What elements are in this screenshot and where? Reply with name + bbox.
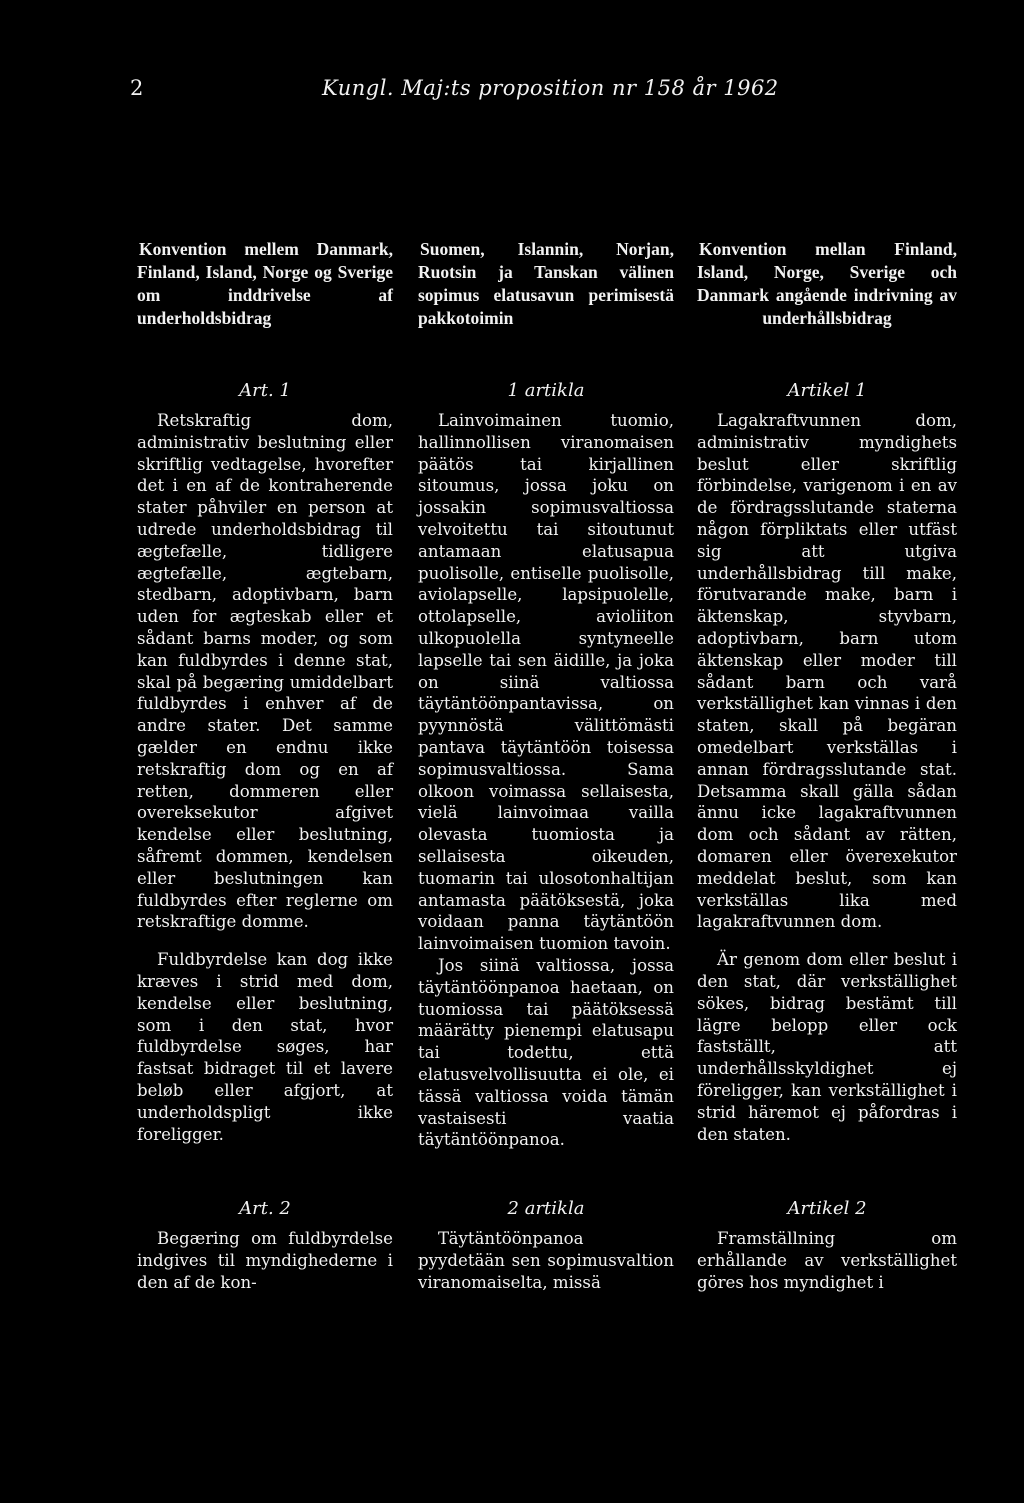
article-1-paragraph: Retskraftig dom, administrativ beslutning eller skriftlig vedtagelse, hvorefter det i en af de kontraherende stater påhviler en person at udrede underholdsbidrag til ægtefælle, tidligere ægtefælle, ægtebarn, stedbarn, adoptivbarn, barn uden for ægteskab eller et sådant barns moder, og som kan fuldbyrdes i denne stat, skal på begæring umiddelbart fuldbyrdes i enhver af de andre stater. Det samme gælder en endnu ikke retskraftig dom og en af retten, dommeren eller overeksekutor afgivet kendelse eller beslutning, såfremt dommen, kendelsen eller beslutningen kan fuldbyrdes efter reglerne om retskraftige domme. — [137, 411, 393, 932]
article-1-paragraph: Jos siinä valtiossa, jossa täytäntöönpanoa haetaan, on tuomiossa tai päätöksessä määrätty pienempi elatusapu tai todettu, että elatusvelvollisuutta ei ole, ei tässä valtiossa voida tämän vastaisesti vaatia täytäntöönpanoa. — [418, 955, 674, 1150]
article-1-paragraph: Fuldbyrdelse kan dog ikke kræves i strid med dom, kendelse eller beslutning, som i den stat, hvor fuldbyrdelse søges, har fastsat bidraget til et lavere beløb eller afgjort, at underholdspligt ikke foreligger. — [137, 950, 393, 1144]
article-1-body — [697, 410, 957, 1180]
article-2-heading: 2 artikla — [507, 1198, 585, 1219]
article-1-heading: 1 artikla — [507, 380, 585, 401]
article-2-paragraph: Begæring om fuldbyrdelse indgives til myndighederne i den af de kon- — [137, 1229, 393, 1292]
article-1-heading: Artikel 1 — [787, 380, 867, 401]
article-2-heading: Artikel 2 — [787, 1198, 867, 1219]
article-2-paragraph: Täytäntöönpanoa pyydetään sen sopimusvaltion viranomaiselta, missä — [418, 1229, 674, 1292]
column-finnish — [418, 238, 674, 1293]
running-header — [0, 76, 1024, 106]
article-1-paragraph: Lagakraftvunnen dom, administrativ myndighets beslut eller skriftlig förbindelse, varigenom i en av de fördragsslutande staterna någon förpliktats eller utfäst sig att utgiva underhållsbidrag till make, förutvarande make, barn i äktenskap, styvbarn, adoptivbarn, barn utom äktenskap eller moder till sådant barn och varå verkställighet kan vinnas i den staten, skall på begäran omedelbart verkställas i annan fördragsslutande stat. Detsamma skall gälla sådan ännu icke lagakraftvunnen dom och sådant av rätten, domaren eller överexekutor meddelat beslut, som kan verkställas lika med lagakraftvunnen dom. — [697, 411, 957, 932]
column-danish — [137, 238, 393, 1293]
article-2-heading: Art. 2 — [239, 1198, 291, 1219]
article-1-heading: Art. 1 — [239, 380, 291, 401]
convention-title-swedish: Konvention mellan Finland, Island, Norge, Sverige och Danmark angående indrivning av underhållsbidrag — [697, 239, 957, 328]
article-1-body — [418, 410, 674, 1180]
convention-title-danish: Konvention mellem Danmark, Finland, Island, Norge og Sverige om inddrivelse af underholdsbidrag — [137, 239, 393, 328]
article-1-body — [137, 410, 393, 1180]
article-2-paragraph: Framställning om erhållande av verkställighet göres hos myndighet i — [697, 1229, 957, 1292]
article-1-paragraph: Lainvoimainen tuomio, hallinnollisen viranomaisen päätös tai kirjallinen sitoumus, jossa joku on jossakin sopimusvaltiossa velvoitettu tai sitoutunut antamaan elatusapua puolisolle, entiselle puolisolle, aviolapselle, lapsipuolelle, ottolapselle, avioliiton ulkopuolella syntyneelle lapselle tai sen äidille, ja joka on siinä valtiossa täytäntöönpantavissa, on pyynnöstä välittömästi pantava täytäntöön toisessa sopimusvaltiossa. Sama olkoon voimassa sellaisesta, vielä lainvoimaa vailla olevasta tuomiosta ja sellaisesta oikeuden, tuomarin tai ulosotonhaltijan antamasta päätöksestä, joka voidaan panna täytäntöön lainvoimaisen tuomion tavoin. — [418, 411, 674, 954]
column-swedish — [697, 238, 957, 1293]
convention-title-finnish: Suomen, Islannin, Norjan, Ruotsin ja Tanskan välinen sopimus elatusavun perimisestä pakkotoimin — [418, 239, 674, 328]
article-1-paragraph: Är genom dom eller beslut i den stat, där verkställighet sökes, bidrag bestämt till lägre belopp eller ock fastställt, att underhållsskyldighet ej föreligger, kan verkställighet i strid häremot ej påfordras i den staten. — [697, 950, 957, 1144]
page-number: 2 — [130, 76, 144, 100]
publication-title: Kungl. Maj:ts proposition nr 158 år 1962 — [322, 76, 779, 100]
